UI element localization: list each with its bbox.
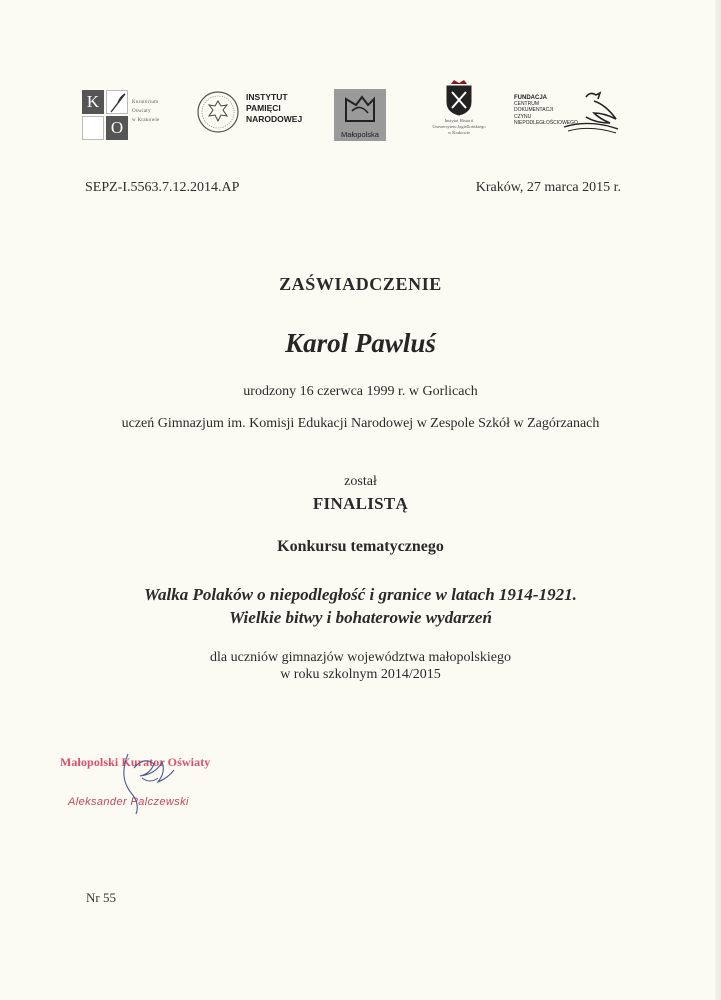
became-text: został [344, 474, 377, 489]
fundacja-line-1: FUNDACJA [514, 95, 547, 101]
school-info: uczeń Gimnazjum im. Komisji Edukacji Narodowej w Zespole Szkół w Zagórzanach [121, 416, 600, 431]
malopolska-logo [334, 89, 386, 141]
quill-icon [106, 90, 128, 114]
kok-letter-o: O [106, 116, 128, 140]
fundacja-line-3: DOKUMENTACJI [514, 107, 554, 114]
uj-history-logo [414, 80, 504, 142]
uj-line-3: w Krakowie [447, 130, 471, 135]
kuratorium-logo [82, 90, 182, 142]
ipn-line-2: PAMIĘCI [246, 103, 281, 113]
uj-logo-text [414, 118, 504, 136]
contest-type: Konkursu tematycznego [277, 538, 444, 555]
kuratorium-line-2: Oświaty [132, 109, 151, 114]
certificate-title: ZAŚWIADCZENIE [279, 274, 442, 294]
contest-topic-line-2: Wielkie bitwy i bohaterowie wydarzeń [229, 608, 492, 627]
stamp-office: Małopolski Kurator Oświaty [60, 755, 211, 769]
audience-line-2: w roku szkolnym 2014/2015 [280, 667, 441, 682]
fundacja-logo [514, 95, 622, 143]
audience-line-1: dla uczniów gimnazjów województwa małopolskiego [210, 650, 511, 665]
fundacja-line-5: NIEPODLEGŁOŚCIOWEGO [514, 119, 578, 126]
kuratorium-logo-text [132, 98, 184, 125]
stamp-person: Aleksander Palczewski [68, 796, 189, 808]
kuratorium-line-3: w Krakowie [132, 118, 160, 123]
fundacja-line-2: CENTRUM [514, 101, 539, 108]
finalist-status: FINALISTĄ [312, 494, 409, 513]
birth-info: urodzony 16 czerwca 1999 r. w Gorlicach [243, 384, 478, 399]
fundacja-line-4: CZYNU [514, 113, 532, 120]
place-and-date: Kraków, 27 marca 2015 r. [475, 180, 621, 195]
document-number: Nr 55 [86, 890, 116, 905]
kok-blank-cell [82, 116, 104, 140]
malopolska-emblem-icon [334, 91, 386, 131]
malopolska-label: Małopolska [341, 130, 379, 139]
contest-topic-line-1: Walka Polaków o niepodległość i granice w latach 1914-1921. [144, 585, 577, 604]
kuratorium-logo-mark [82, 90, 130, 142]
uj-line-1: Instytut Historii [444, 118, 474, 123]
reference-number: SEPZ-I.5563.7.12.2014.AP [85, 180, 240, 195]
ipn-logo [196, 88, 314, 138]
ipn-logo-text [246, 92, 302, 125]
uj-line-2: Uniwersytetu Jagiellońskiego [432, 124, 486, 129]
handwritten-signature [110, 748, 180, 818]
eagle-seal-icon [196, 90, 240, 134]
eagle-wing-icon [560, 89, 620, 135]
crossed-keys-shield-icon [414, 80, 504, 116]
kok-letter-k1: K [82, 90, 104, 114]
recipient-name: Karol Pawluś [285, 328, 436, 358]
ipn-line-3: NARODOWEJ [246, 114, 303, 124]
ipn-line-1: INSTYTUT [246, 92, 288, 102]
kuratorium-line-1: Kuratorium [132, 100, 159, 105]
